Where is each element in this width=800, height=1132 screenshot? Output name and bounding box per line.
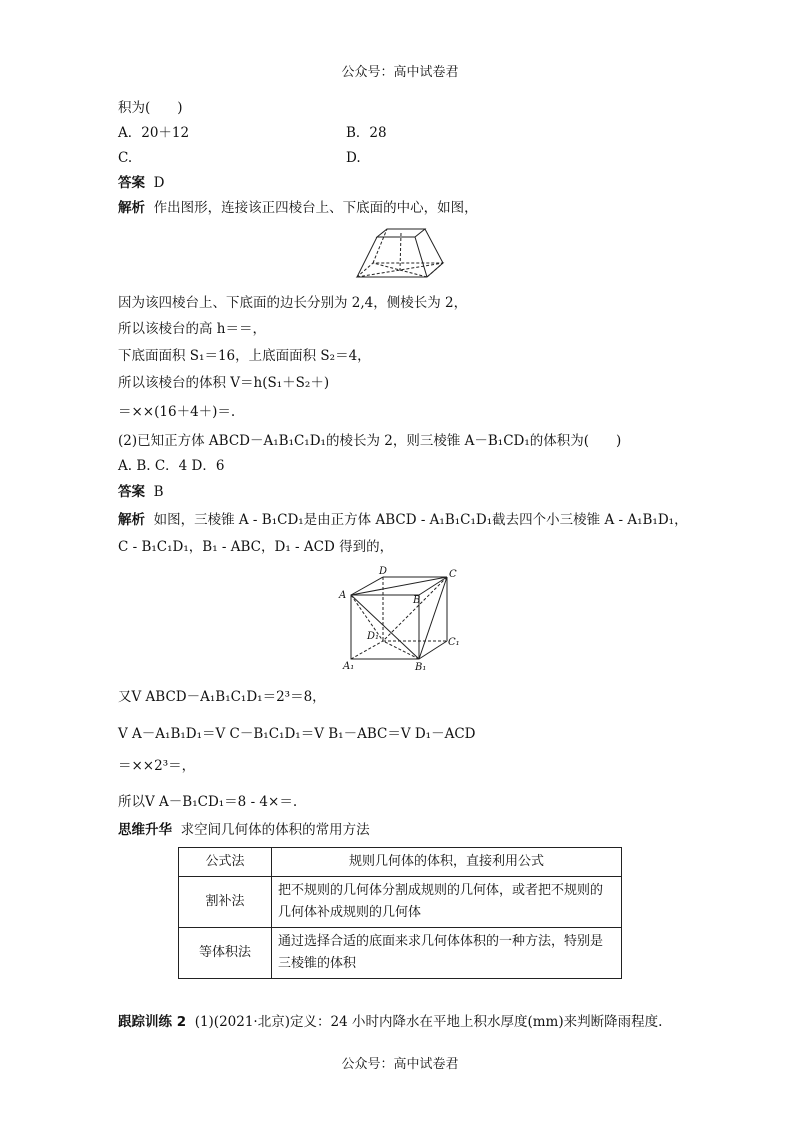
q1-option-d: D. <box>346 150 361 166</box>
label-D1: D₁ <box>367 631 380 642</box>
q2-eq4: 所以V A－B₁CD₁＝8 - 4×＝. <box>118 794 298 810</box>
q1-analysis-line: 所以该棱台的体积 V＝h(S₁＋S₂＋) <box>118 375 330 391</box>
analysis-label: 解析 <box>118 512 145 528</box>
analysis-text: 作出图形，连接该正四棱台上、下底面的中心，如图， <box>153 200 478 216</box>
q1-analysis-line: 下底面面积 S₁＝16，上底面面积 S₂＝4， <box>118 348 371 364</box>
label-A: A <box>339 590 347 601</box>
label-D: D <box>379 566 388 577</box>
q1-analysis-line: 所以该棱台的高 h＝＝， <box>118 321 266 337</box>
q2-analysis-line1 <box>118 511 688 529</box>
q1-analysis-intro <box>118 199 478 217</box>
q2-answer <box>118 483 164 501</box>
desc-cell: 通过选择合适的底面来求几何体体积的一种方法，特别是三棱锥的体积 <box>272 928 622 979</box>
label-C: C <box>449 569 457 580</box>
q1-option-a: A．20＋12 <box>118 125 190 141</box>
label-A1: A₁ <box>343 661 355 672</box>
methods-table <box>178 847 622 979</box>
analysis-label: 解析 <box>118 200 145 216</box>
method-cell: 公式法 <box>179 848 272 877</box>
q1-analysis-line: 因为该四棱台上、下底面的边长分别为 2,4，侧棱长为 2， <box>118 295 468 311</box>
summary-title-text: 求空间几何体的体积的常用方法 <box>180 822 370 838</box>
method-cell: 等体积法 <box>179 928 272 979</box>
method-cell: 割补法 <box>179 877 272 928</box>
q1-option-c: C. <box>118 150 133 166</box>
q1-stem-tail: 积为( ) <box>118 100 183 116</box>
practice-label: 跟踪训练 2 <box>118 1014 187 1030</box>
analysis-text: 如图，三棱锥 A - B₁CD₁是由正方体 ABCD - A₁B₁C₁D₁截去四个小三棱锥 A - A₁B₁D₁， <box>153 512 688 528</box>
page-header: 公众号：高中试卷君 <box>341 65 459 80</box>
table-row <box>179 848 622 877</box>
q2-eq2: V A－A₁B₁D₁＝V C－B₁C₁D₁＝V B₁－ABC＝V D₁－ACD <box>118 726 476 742</box>
table-row <box>179 877 622 928</box>
label-B: B <box>413 595 421 606</box>
label-C1: C₁ <box>448 637 460 648</box>
label-B1: B₁ <box>415 662 427 673</box>
answer-label: 答案 <box>118 175 145 191</box>
page-footer: 公众号：高中试卷君 <box>341 1057 459 1072</box>
answer-value: D <box>153 175 165 191</box>
answer-label: 答案 <box>118 484 145 500</box>
q2-eq3: ＝××2³＝， <box>118 758 196 774</box>
q1-answer <box>118 174 164 192</box>
q2-options: A. B. C．4 D．6 <box>118 458 225 474</box>
q2-eq1: 又V ABCD－A₁B₁C₁D₁＝2³＝8， <box>118 689 326 705</box>
desc-cell: 规则几何体的体积，直接利用公式 <box>272 848 622 877</box>
summary-label: 思维升华 <box>118 822 172 838</box>
cube-figure <box>335 565 465 673</box>
desc-cell: 把不规则的几何体分割成规则的几何体，或者把不规则的几何体补成规则的几何体 <box>272 877 622 928</box>
practice-text: (1)(2021·北京)定义：24 小时内降水在平地上积水厚度(mm)来判断降雨程度. <box>194 1014 663 1030</box>
q1-option-b: B．28 <box>346 125 387 141</box>
frustum-figure <box>355 225 445 281</box>
practice-line <box>118 1013 662 1031</box>
summary-title <box>118 821 370 839</box>
answer-value: B <box>153 484 164 500</box>
q2-stem: (2)已知正方体 ABCD－A₁B₁C₁D₁的棱长为 2，则三棱锥 A－B₁CD₁的体积为( ) <box>118 433 622 449</box>
q2-analysis-line2: C - B₁C₁D₁，B₁ - ABC，D₁ - ACD 得到的， <box>118 539 394 555</box>
table-row <box>179 928 622 979</box>
q1-analysis-line: ＝××(16＋4＋)＝. <box>118 404 236 420</box>
